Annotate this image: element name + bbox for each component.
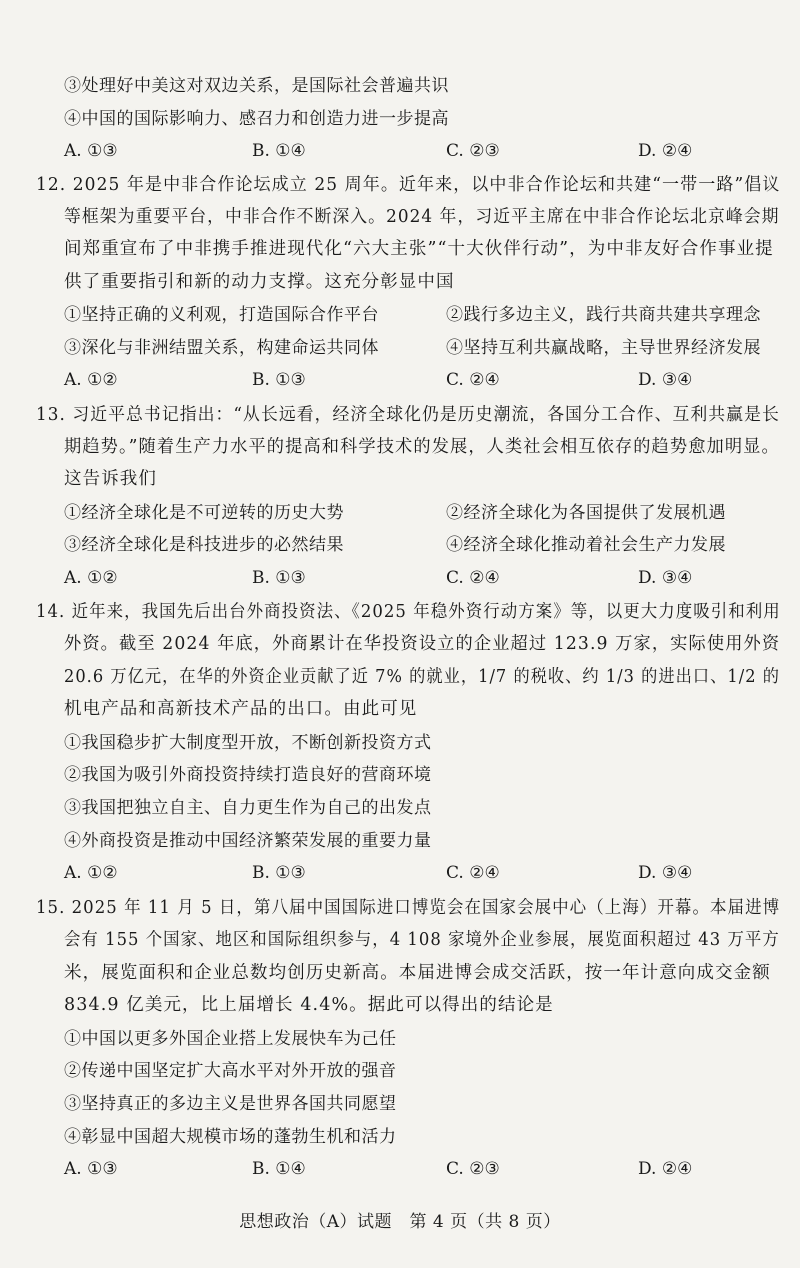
q12-choice-d: D. ③④ <box>638 370 693 390</box>
q12-option-4: ④坚持互利共赢战略，主导世界经济发展 <box>446 338 761 358</box>
q13-stem-line-2: 期趋势。”随着生产力水平的提高和科学技术的发展，人类社会相互依存的趋势愈加明显。 <box>64 437 780 457</box>
q14-choice-a: A. ①② <box>64 863 118 883</box>
q15-option-1: ①中国以更多外国企业搭上发展快车为己任 <box>64 1029 397 1049</box>
q13-choice-d: D. ③④ <box>638 568 693 588</box>
q15-choice-b: B. ①④ <box>252 1159 306 1179</box>
q15-choice-c: C. ②③ <box>446 1159 500 1179</box>
q12-option-2: ②践行多边主义，践行共商共建共享理念 <box>446 305 761 325</box>
q12-option-1: ①坚持正确的义利观，打造国际合作平台 <box>64 305 379 325</box>
q13-choice-c: C. ②④ <box>446 568 500 588</box>
q15-stem-line-3: 米，展览面积和企业总数均创历史新高。本届进博会成交活跃，按一年计意向成交金额 <box>64 963 771 983</box>
q15-stem-line-1: 15. 2025 年 11 月 5 日，第八届中国国际进口博览会在国家会展中心（上海）开幕。本届进博 <box>36 898 781 918</box>
q14-option-2: ②我国为吸引外商投资持续打造良好的营商环境 <box>64 765 432 785</box>
q15-stem-line-2: 会有 155 个国家、地区和国际组织参与，4 108 家境外企业参展，展览面积超过 43 万平方 <box>64 930 780 950</box>
q11-choice-d: D. ②④ <box>638 141 693 161</box>
q14-stem-line-1: 14. 近年来，我国先后出台外商投资法、《2025 年稳外资行动方案》等，以更大力度吸引和利用 <box>36 602 781 622</box>
page-footer: 思想政治（A）试题 第 4 页（共 8 页） <box>239 1212 561 1232</box>
q12-stem-line-2: 等框架为重要平台，中非合作不断深入。2024 年，习近平主席在中非合作论坛北京峰会期 <box>64 207 780 227</box>
q14-option-1: ①我国稳步扩大制度型开放，不断创新投资方式 <box>64 733 432 753</box>
q12-choice-b: B. ①③ <box>252 370 306 390</box>
q15-choice-a: A. ①③ <box>64 1159 118 1179</box>
q11-option-3: ③处理好中美这对双边关系，是国际社会普遍共识 <box>64 76 449 96</box>
q13-option-3: ③经济全球化是科技进步的必然结果 <box>64 535 344 555</box>
q13-choice-b: B. ①③ <box>252 568 306 588</box>
q14-choice-c: C. ②④ <box>446 863 500 883</box>
q15-option-3: ③坚持真正的多边主义是世界各国共同愿望 <box>64 1094 397 1114</box>
q14-choice-d: D. ③④ <box>638 863 693 883</box>
q12-option-3: ③深化与非洲结盟关系，构建命运共同体 <box>64 338 379 358</box>
q13-choice-a: A. ①② <box>64 568 118 588</box>
q14-choice-b: B. ①③ <box>252 863 306 883</box>
q15-option-2: ②传递中国坚定扩大高水平对外开放的强音 <box>64 1061 397 1081</box>
q15-option-4: ④彰显中国超大规模市场的蓬勃生机和活力 <box>64 1127 397 1147</box>
q14-stem-line-4: 机电产品和高新技术产品的出口。由此可见 <box>64 699 418 719</box>
q11-choice-c: C. ②③ <box>446 141 500 161</box>
q13-stem-line-1: 13. 习近平总书记指出：“从长远看，经济全球化仍是历史潮流，各国分工合作、互利共赢是长 <box>36 405 780 425</box>
q14-stem-line-3: 20.6 万亿元，在华的外资企业贡献了近 7% 的就业，1/7 的税收、约 1/3 的进出口、1/2 的 <box>64 667 780 687</box>
q14-option-3: ③我国把独立自主、自力更生作为自己的出发点 <box>64 798 432 818</box>
q11-choice-b: B. ①④ <box>252 141 306 161</box>
q13-option-2: ②经济全球化为各国提供了发展机遇 <box>446 503 726 523</box>
q12-stem-line-3: 间郑重宣布了中非携手推进现代化“六大主张”“十大伙伴行动”，为中非友好合作事业提 <box>64 239 774 259</box>
q15-stem-line-4: 834.9 亿美元，比上届增长 4.4%。据此可以得出的结论是 <box>64 995 554 1015</box>
q11-option-4: ④中国的国际影响力、感召力和创造力进一步提高 <box>64 109 449 129</box>
q11-choice-a: A. ①③ <box>64 141 118 161</box>
q12-choice-a: A. ①② <box>64 370 118 390</box>
q15-choice-d: D. ②④ <box>638 1159 693 1179</box>
q14-option-4: ④外商投资是推动中国经济繁荣发展的重要力量 <box>64 831 432 851</box>
q13-stem-line-3: 这告诉我们 <box>64 469 157 489</box>
q13-option-4: ④经济全球化推动着社会生产力发展 <box>446 535 726 555</box>
q13-option-1: ①经济全球化是不可逆转的历史大势 <box>64 503 344 523</box>
q12-stem-line-4: 供了重要指引和新的动力支撑。这充分彰显中国 <box>64 272 455 292</box>
q12-choice-c: C. ②④ <box>446 370 500 390</box>
q12-stem-line-1: 12. 2025 年是中非合作论坛成立 25 周年。近年来，以中非合作论坛和共建“一带一路”倡议 <box>36 175 781 195</box>
q14-stem-line-2: 外资。截至 2024 年底，外商累计在华投资设立的企业超过 123.9 万家，实际使用外资 <box>64 634 781 654</box>
